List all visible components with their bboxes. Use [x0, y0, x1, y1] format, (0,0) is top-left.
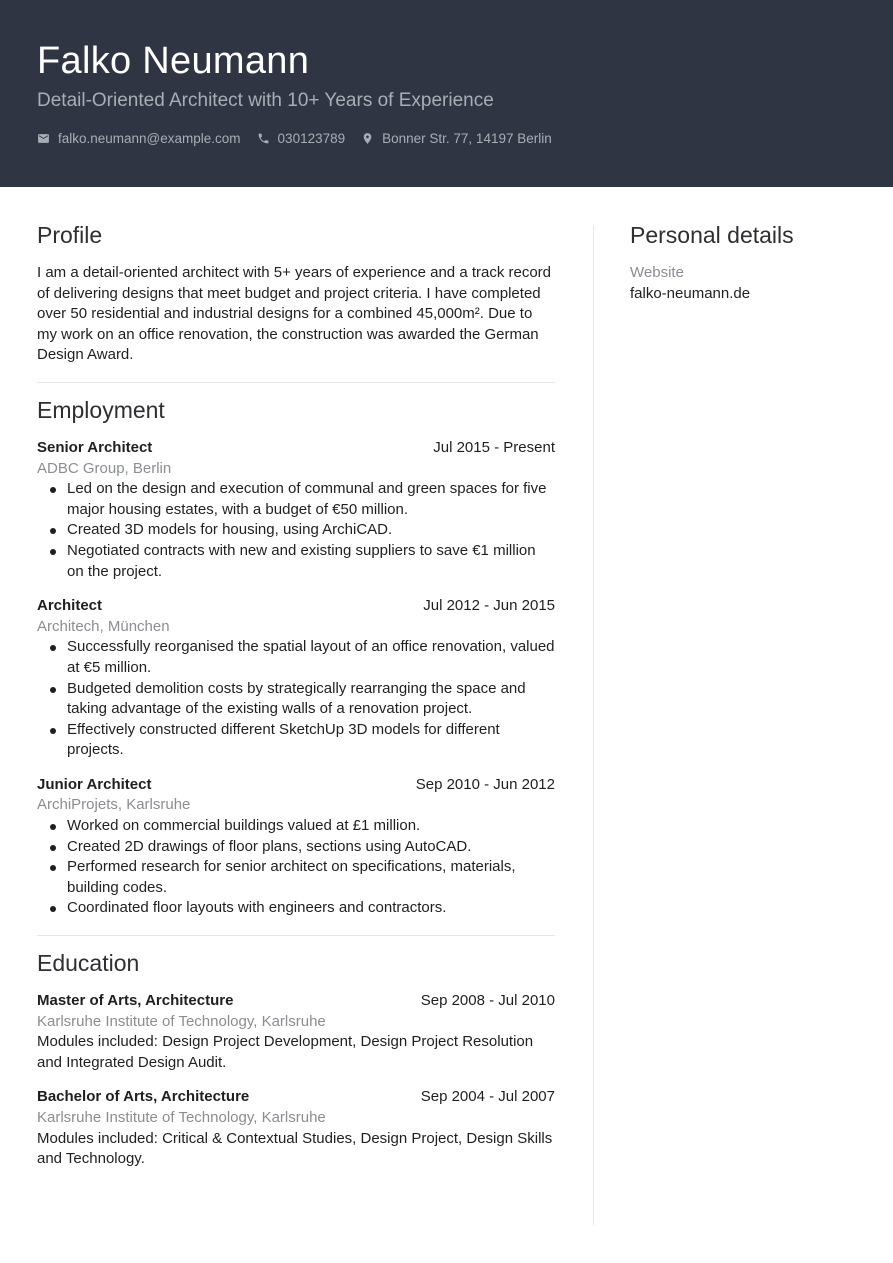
school-name: Karlsruhe Institute of Technology, Karlsruhe: [37, 1012, 326, 1030]
degree-description: Modules included: Design Project Development, Design Project Resolution and Integrated Design Audit.: [37, 1033, 534, 1071]
job-title: Architect: [37, 597, 103, 615]
mail-icon: [37, 132, 50, 145]
job-company: ArchiProjets, Karlsruhe: [37, 796, 191, 814]
website-label: Website: [630, 264, 684, 281]
contact-email-text: falko.neumann@example.com: [58, 131, 241, 146]
job-entry: [37, 438, 555, 582]
contact-phone-text: 030123789: [277, 131, 346, 146]
profile-section: [37, 222, 555, 366]
job-bullets: [37, 479, 555, 582]
job-bullet: Led on the design and execution of communal and green spaces for five major housing estates, with a budget of €50 million.: [37, 479, 555, 520]
job-bullet: Created 2D drawings of floor plans, sections using AutoCAD.: [37, 837, 555, 858]
degree-title: Bachelor of Arts, Architecture: [37, 1088, 250, 1106]
job-bullet: Negotiated contracts with new and existing suppliers to save €1 million on the project.: [37, 541, 555, 582]
location-pin-icon: [361, 132, 374, 145]
school-name: Karlsruhe Institute of Technology, Karlsruhe: [37, 1109, 326, 1126]
job-dates: Jul 2015 - Present: [433, 438, 555, 456]
job-bullet: Performed research for senior architect on specifications, materials, building codes.: [37, 857, 555, 898]
job-bullet: Created 3D models for housing, using ArchiCAD.: [37, 520, 555, 541]
job-entry: [37, 775, 555, 919]
contact-phone[interactable]: [257, 131, 346, 146]
degree-title: Master of Arts, Architecture: [37, 992, 234, 1010]
job-company: Architech, München: [37, 617, 170, 635]
candidate-headline: Detail-Oriented Architect with 10+ Years of Experience: [37, 90, 494, 111]
education-section: [37, 950, 555, 1170]
resume-header: [0, 0, 893, 187]
education-heading: Education: [37, 950, 140, 977]
job-bullet: Successfully reorganised the spatial layout of an office renovation, valued at €5 million.: [37, 637, 555, 678]
section-divider: [37, 382, 555, 383]
job-entry: [37, 596, 555, 761]
contact-address-text: Bonner Str. 77, 14197 Berlin: [382, 131, 552, 146]
contact-bar: [37, 131, 568, 146]
job-title: Senior Architect: [37, 438, 153, 456]
job-bullets: [37, 816, 555, 919]
main-column: [37, 222, 555, 1184]
profile-text: I am a detail-oriented architect with 5+ years of experience and a track record of delivering designs that meet budget and project criteria. I have completed over 50 residential and industrial designs for a combined 45,000m². Due to my work on an office renovation, the construction was awarded the German Design Award.: [37, 264, 552, 364]
job-bullet: Budgeted demolition costs by strategically rearranging the space and taking advantage of the existing walls of a renovation project.: [37, 679, 555, 720]
job-bullet: Worked on commercial buildings valued at £1 million.: [37, 816, 555, 837]
job-bullet: Coordinated floor layouts with engineers and contractors.: [37, 898, 555, 919]
education-entry: [37, 991, 555, 1073]
contact-email[interactable]: [37, 131, 241, 146]
personal-details-heading: Personal details: [630, 222, 794, 248]
personal-details-section: [630, 222, 860, 304]
website-link[interactable]: falko-neumann.de: [630, 284, 751, 302]
job-dates: Sep 2010 - Jun 2012: [415, 775, 555, 793]
profile-heading: Profile: [37, 222, 103, 248]
job-title: Junior Architect: [37, 775, 152, 793]
job-company: ADBC Group, Berlin: [37, 459, 172, 477]
column-divider: [593, 225, 594, 1225]
job-bullets: [37, 637, 555, 761]
contact-address: [361, 131, 552, 146]
degree-dates: Sep 2008 - Jul 2010: [420, 992, 555, 1010]
employment-heading: Employment: [37, 396, 165, 423]
job-bullet: Effectively constructed different SketchUp 3D models for different projects.: [37, 720, 555, 761]
employment-section: [37, 397, 555, 919]
education-entry: [37, 1087, 555, 1169]
phone-icon: [257, 132, 270, 145]
degree-description: Modules included: Critical & Contextual Studies, Design Project, Design Skills and Technology.: [37, 1129, 553, 1168]
job-dates: Jul 2012 - Jun 2015: [423, 597, 555, 615]
side-column: [630, 222, 860, 304]
candidate-name: Falko Neumann: [37, 40, 310, 82]
section-divider: [37, 935, 555, 936]
degree-dates: Sep 2004 - Jul 2007: [420, 1088, 555, 1106]
